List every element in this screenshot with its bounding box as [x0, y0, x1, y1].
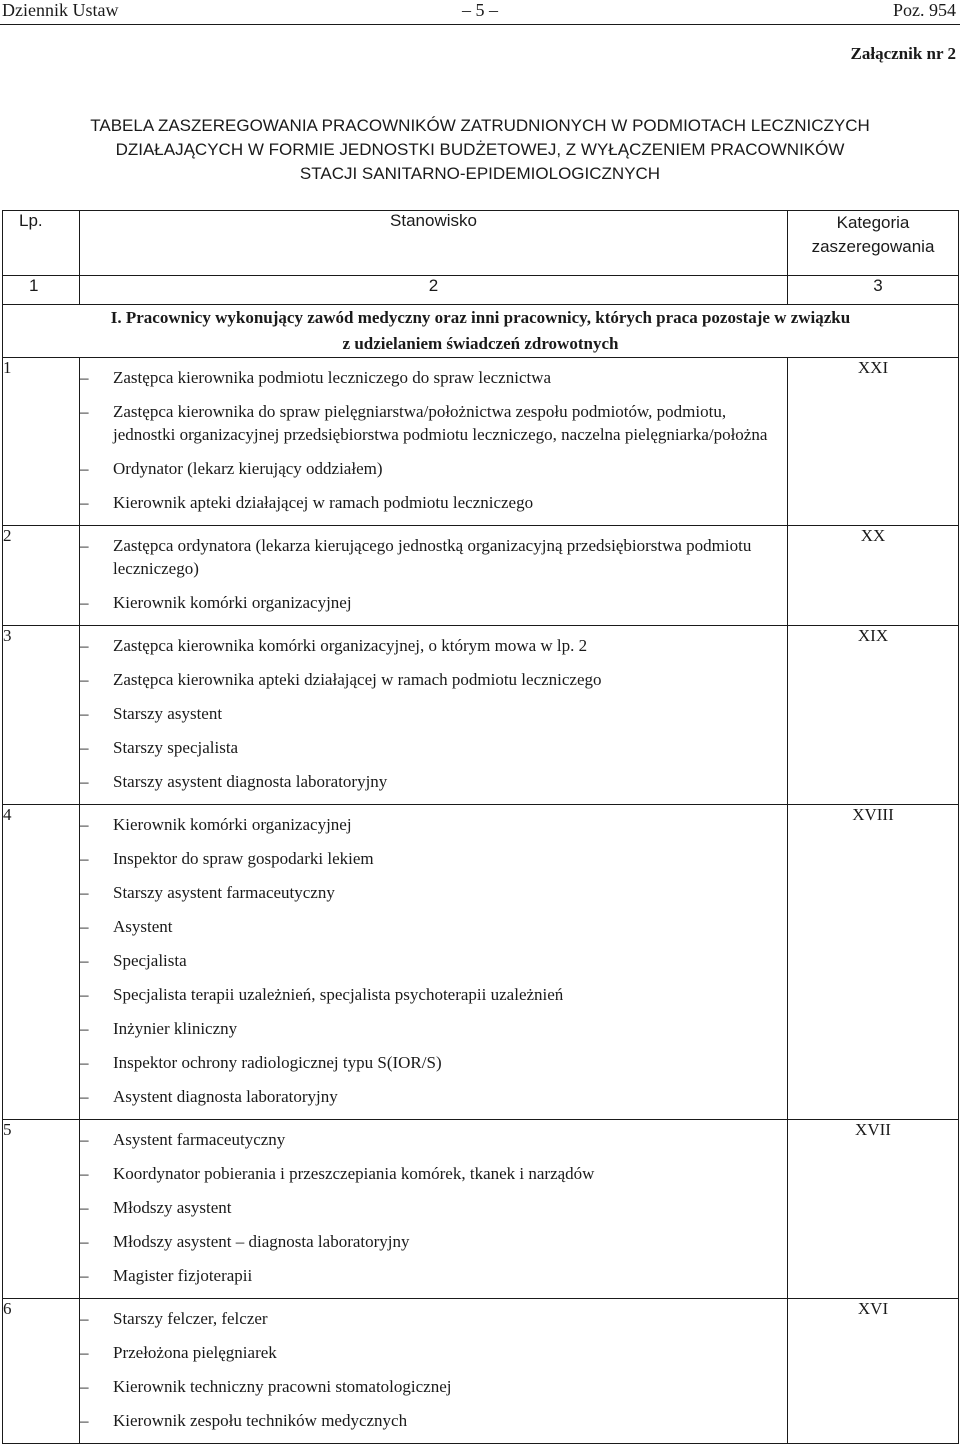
position-text: Zastępca kierownika komórki organizacyjnej, o którym mowa w lp. 2: [113, 636, 588, 655]
row-lp: 2: [3, 526, 80, 626]
position-text: Starszy asystent: [113, 704, 223, 723]
position-text: Specjalista terapii uzależnień, specjalista psychoterapii uzależnień: [113, 985, 564, 1004]
dash-bullet: –: [80, 1266, 89, 1285]
dash-bullet: –: [80, 1411, 89, 1430]
position-text: Zastępca kierownika do spraw pielęgniarstwa/położnictwa zespołu podmiotów, podmiotu, jednostki organizacyjnej przedsiębiorstwa podmiotu leczniczego, naczelna pielęgniarka/położna: [113, 402, 768, 444]
row-positions: [80, 1120, 788, 1299]
position-item: [80, 1017, 779, 1040]
position-item: [80, 668, 779, 691]
title-line: STACJI SANITARNO-EPIDEMIOLOGICZNYCH: [299, 164, 661, 183]
position-item: [80, 1264, 779, 1287]
position-text: Inżynier kliniczny: [113, 1019, 238, 1038]
position-item: [80, 457, 779, 480]
row-lp: 3: [3, 626, 80, 805]
classification-table: [2, 210, 959, 1444]
position-item: [80, 634, 779, 657]
section-row: [3, 305, 959, 358]
table-row: [3, 526, 959, 626]
dash-bullet: –: [80, 670, 89, 689]
position-item: [80, 1409, 779, 1432]
row-positions: [80, 805, 788, 1120]
position-text: Specjalista: [113, 951, 187, 970]
row-positions: [80, 358, 788, 526]
position-item: [80, 1128, 779, 1151]
dash-bullet: –: [80, 738, 89, 757]
table-row: [3, 1120, 959, 1299]
dash-bullet: –: [80, 704, 89, 723]
row-category: XVII: [788, 1120, 959, 1299]
header-lp: Lp.: [3, 211, 80, 276]
document-title: [0, 114, 960, 186]
position-text: Kierownik zespołu techników medycznych: [113, 1411, 408, 1430]
section-heading-line: I. Pracownicy wykonujący zawód medyczny oraz inni pracownicy, których praca pozostaje w związku: [110, 308, 851, 327]
dash-bullet: –: [80, 1164, 89, 1183]
position-item: [80, 983, 779, 1006]
position-text: Asystent diagnosta laboratoryjny: [113, 1087, 338, 1106]
position-text: Inspektor do spraw gospodarki lekiem: [113, 849, 374, 868]
position-item: [80, 366, 779, 389]
journal-name: Dziennik Ustaw: [2, 0, 119, 20]
position-text: Starszy specjalista: [113, 738, 239, 757]
row-lp: 1: [3, 358, 80, 526]
position-text: Kierownik techniczny pracowni stomatologicznej: [113, 1377, 452, 1396]
position-text: Ordynator (lekarz kierujący oddziałem): [113, 459, 383, 478]
position-text: Zastępca ordynatora (lekarza kierującego jednostką organizacyjną przedsiębiorstwa podmiotu leczniczego): [113, 536, 752, 578]
position-item: [80, 949, 779, 972]
column-number-row: [3, 276, 959, 305]
position-item: [80, 591, 779, 614]
position-item: [80, 1307, 779, 1330]
position-item: [80, 847, 779, 870]
dash-bullet: –: [80, 1087, 89, 1106]
position-text: Asystent farmaceutyczny: [113, 1130, 286, 1149]
position-text: Przełożona pielęgniarek: [113, 1343, 277, 1362]
position-text: Kierownik komórki organizacyjnej: [113, 593, 352, 612]
position-text: Inspektor ochrony radiologicznej typu S(IOR/S): [113, 1053, 442, 1072]
dash-bullet: –: [80, 459, 89, 478]
position-item: [80, 702, 779, 725]
title-line: TABELA ZASZEREGOWANIA PRACOWNIKÓW ZATRUDNIONYCH W PODMIOTACH LECZNICZYCH: [90, 116, 870, 135]
dash-bullet: –: [80, 1198, 89, 1217]
header-category: [788, 211, 959, 276]
page-header: [0, 0, 960, 24]
row-lp: 6: [3, 1299, 80, 1444]
position-number: Poz. 954: [893, 0, 956, 20]
page-number: – 5 –: [462, 0, 498, 20]
position-text: Zastępca kierownika apteki działającej w ramach podmiotu leczniczego: [113, 670, 602, 689]
position-item: [80, 813, 779, 836]
position-item: [80, 400, 779, 446]
position-text: Starszy asystent diagnosta laboratoryjny: [113, 772, 388, 791]
row-category: XIX: [788, 626, 959, 805]
dash-bullet: –: [80, 636, 89, 655]
position-text: Młodszy asystent: [113, 1198, 232, 1217]
position-text: Zastępca kierownika podmiotu leczniczego do spraw lecznictwa: [113, 368, 552, 387]
position-item: [80, 770, 779, 793]
dash-bullet: –: [80, 1019, 89, 1038]
row-category: XX: [788, 526, 959, 626]
position-text: Magister fizjoterapii: [113, 1266, 253, 1285]
header-position: Stanowisko: [80, 211, 788, 276]
title-line: DZIAŁAJĄCYCH W FORMIE JEDNOSTKI BUDŻETOWEJ, Z WYŁĄCZENIEM PRACOWNIKÓW: [115, 140, 845, 159]
table-header-row: [3, 211, 959, 276]
dash-bullet: –: [80, 536, 89, 555]
header-rule: [0, 24, 960, 25]
position-text: Koordynator pobierania i przeszczepiania komórek, tkanek i narządów: [113, 1164, 595, 1183]
header-category-label: Kategoria zaszeregowania: [811, 213, 935, 256]
row-lp: 5: [3, 1120, 80, 1299]
position-item: [80, 1051, 779, 1074]
position-item: [80, 491, 779, 514]
col-number-1: 1: [3, 276, 80, 305]
dash-bullet: –: [80, 402, 89, 421]
position-item: [80, 1196, 779, 1219]
row-category: XVI: [788, 1299, 959, 1444]
position-text: Kierownik apteki działającej w ramach podmiotu leczniczego: [113, 493, 534, 512]
dash-bullet: –: [80, 883, 89, 902]
row-lp: 4: [3, 805, 80, 1120]
position-item: [80, 881, 779, 904]
dash-bullet: –: [80, 1343, 89, 1362]
dash-bullet: –: [80, 368, 89, 387]
col-number-2: 2: [80, 276, 788, 305]
section-heading-line: z udzielaniem świadczeń zdrowotnych: [342, 334, 619, 353]
dash-bullet: –: [80, 951, 89, 970]
dash-bullet: –: [80, 1309, 89, 1328]
row-positions: [80, 526, 788, 626]
row-positions: [80, 626, 788, 805]
position-text: Starszy felczer, felczer: [113, 1309, 268, 1328]
row-category: XVIII: [788, 805, 959, 1120]
table-row: [3, 1299, 959, 1444]
section-heading: [3, 305, 959, 358]
col-number-3: 3: [788, 276, 959, 305]
table-row: [3, 358, 959, 526]
dash-bullet: –: [80, 593, 89, 612]
position-item: [80, 534, 779, 580]
dash-bullet: –: [80, 985, 89, 1004]
position-text: Starszy asystent farmaceutyczny: [113, 883, 335, 902]
table-row: [3, 805, 959, 1120]
dash-bullet: –: [80, 917, 89, 936]
position-text: Asystent: [113, 917, 173, 936]
attachment-label: Załącznik nr 2: [850, 44, 956, 63]
dash-bullet: –: [80, 1377, 89, 1396]
position-item: [80, 1085, 779, 1108]
row-positions: [80, 1299, 788, 1444]
dash-bullet: –: [80, 849, 89, 868]
table-row: [3, 626, 959, 805]
position-text: Młodszy asystent – diagnosta laboratoryjny: [113, 1232, 410, 1251]
dash-bullet: –: [80, 1053, 89, 1072]
dash-bullet: –: [80, 815, 89, 834]
position-item: [80, 1375, 779, 1398]
position-item: [80, 1230, 779, 1253]
dash-bullet: –: [80, 1232, 89, 1251]
position-item: [80, 1162, 779, 1185]
dash-bullet: –: [80, 772, 89, 791]
position-item: [80, 1341, 779, 1364]
dash-bullet: –: [80, 493, 89, 512]
dash-bullet: –: [80, 1130, 89, 1149]
row-category: XXI: [788, 358, 959, 526]
position-text: Kierownik komórki organizacyjnej: [113, 815, 352, 834]
position-item: [80, 736, 779, 759]
position-item: [80, 915, 779, 938]
